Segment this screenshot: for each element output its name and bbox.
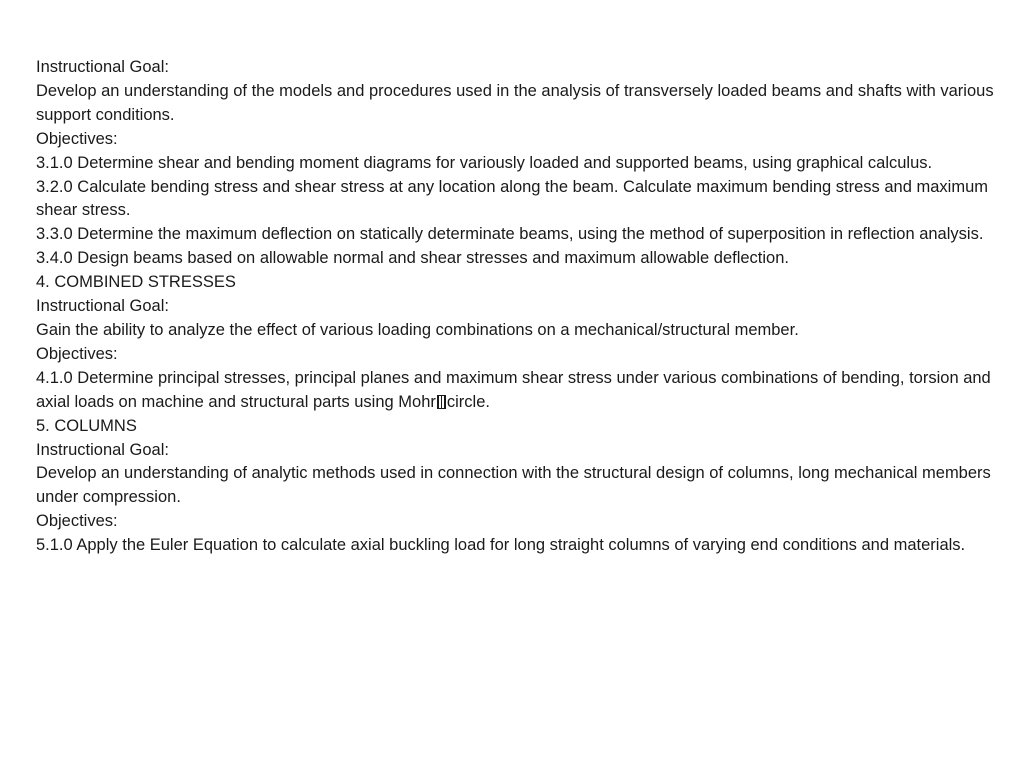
goal-text: Develop an understanding of the models and procedures used in the analysis of transversely loaded beams and shafts with various support conditions. [36, 81, 994, 124]
heading-objectives: Objectives: [36, 512, 118, 531]
slide-body-text [36, 56, 1006, 558]
heading-objectives: Objectives: [36, 344, 118, 363]
objective-3-1-0: 3.1.0 Determine shear and bending moment diagrams for variously loaded and supported beams, using graphical calculus. [36, 153, 933, 172]
objective-3-3-0: 3.3.0 Determine the maximum deflection on statically determinate beams, using the method of superposition in reflection analysis. [36, 225, 984, 244]
missing-glyph-icon [437, 395, 446, 409]
objective-4-1-0-text: 4.1.0 Determine principal stresses, principal planes and maximum shear stress under various combinations of bending, torsion and axial loads on machine and structural parts using Mohr [36, 368, 991, 411]
heading-instructional-goal: Instructional Goal: [36, 440, 169, 459]
heading-instructional-goal: Instructional Goal: [36, 58, 169, 76]
objective-3-4-0: 3.4.0 Design beams based on allowable normal and shear stresses and maximum allowable deflection. [36, 249, 789, 268]
heading-objectives: Objectives: [36, 129, 118, 148]
heading-instructional-goal: Instructional Goal: [36, 297, 169, 316]
goal-text: Gain the ability to analyze the effect of various loading combinations on a mechanical/structural member. [36, 320, 799, 339]
objective-4-1-0 [36, 367, 1006, 415]
objective-3-2-0: 3.2.0 Calculate bending stress and shear stress at any location along the beam. Calculate maximum bending stress and maximum shear stress. [36, 177, 988, 220]
objective-4-1-0-tail: circle. [446, 392, 490, 411]
section-heading-columns: 5. COLUMNS [36, 416, 137, 435]
goal-text: Develop an understanding of analytic methods used in connection with the structural design of columns, long mechanical members under compression. [36, 464, 991, 507]
objective-5-1-0: 5.1.0 Apply the Euler Equation to calculate axial buckling load for long straight columns of varying end conditions and materials. [36, 536, 966, 555]
section-heading-combined-stresses: 4. COMBINED STRESSES [36, 273, 236, 292]
